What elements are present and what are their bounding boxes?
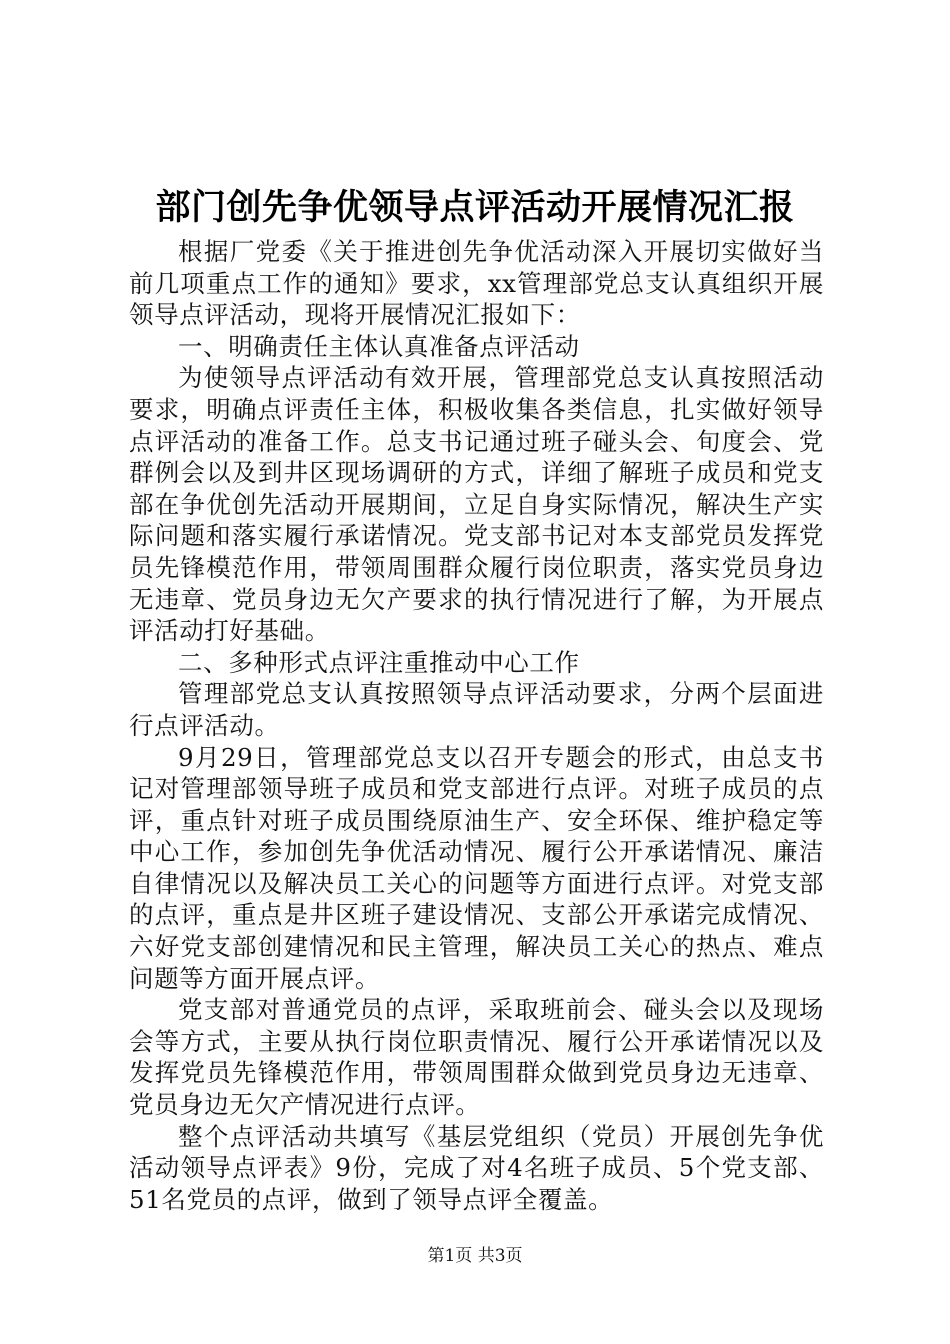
body-paragraph: 9月29日，管理部党总支以召开专题会的形式，由总支书记对管理部领导班子成员和党支部进行点评。对班子成员的点评，重点针对班子成员围绕原油生产、安全环保、维护稳定等中心工作，参加创先争优活动情况、履行公开承诺情况、廉洁自律情况以及解决员工关心的问题等方面进行点评。对党支部的点评，重点是井区班子建设情况、支部公开承诺完成情况、六好党支部创建情况和民主管理，解决员工关心的热点、难点问题等方面开展点评。 [129,742,824,993]
body-paragraph: 党支部对普通党员的点评，采取班前会、碰头会以及现场会等方式，主要从执行岗位职责情况、履行公开承诺情况以及发挥党员先锋模范作用，带领周围群众做到党员身边无违章、党员身边无欠产情况进行点评。 [129,995,824,1120]
intro-paragraph: 根据厂党委《关于推进创先争优活动深入开展切实做好当前几项重点工作的通知》要求，xx管理部党总支认真组织开展领导点评活动，现将开展情况汇报如下： [129,237,824,330]
document-body [129,236,824,1215]
body-paragraph: 整个点评活动共填写《基层党组织（党员）开展创先争优活动领导点评表》9份，完成了对4名班子成员、5个党支部、51名党员的点评，做到了领导点评全覆盖。 [129,1121,824,1214]
body-paragraph: 管理部党总支认真按照领导点评活动要求，分两个层面进行点评活动。 [129,679,824,740]
document-title: 部门创先争优领导点评活动开展情况汇报 [155,188,795,228]
page-footer: 第1页 共3页 [427,1246,523,1266]
section-heading-1: 一、明确责任主体认真准备点评活动 [178,331,580,361]
body-paragraph: 为使领导点评活动有效开展，管理部党总支认真按照活动要求，明确点评责任主体，积极收集各类信息，扎实做好领导点评活动的准备工作。总支书记通过班子碰头会、旬度会、党群例会以及到井区现场调研的方式，详细了解班子成员和党支部在争优创先活动开展期间，立足自身实际情况，解决生产实际问题和落实履行承诺情况。党支部书记对本支部党员发挥党员先锋模范作用，带领周围群众履行岗位职责，落实党员身边无违章、党员身边无欠产要求的执行情况进行了解，为开展点评活动打好基础。 [129,363,824,646]
section-heading-2: 二、多种形式点评注重推动中心工作 [178,647,580,677]
